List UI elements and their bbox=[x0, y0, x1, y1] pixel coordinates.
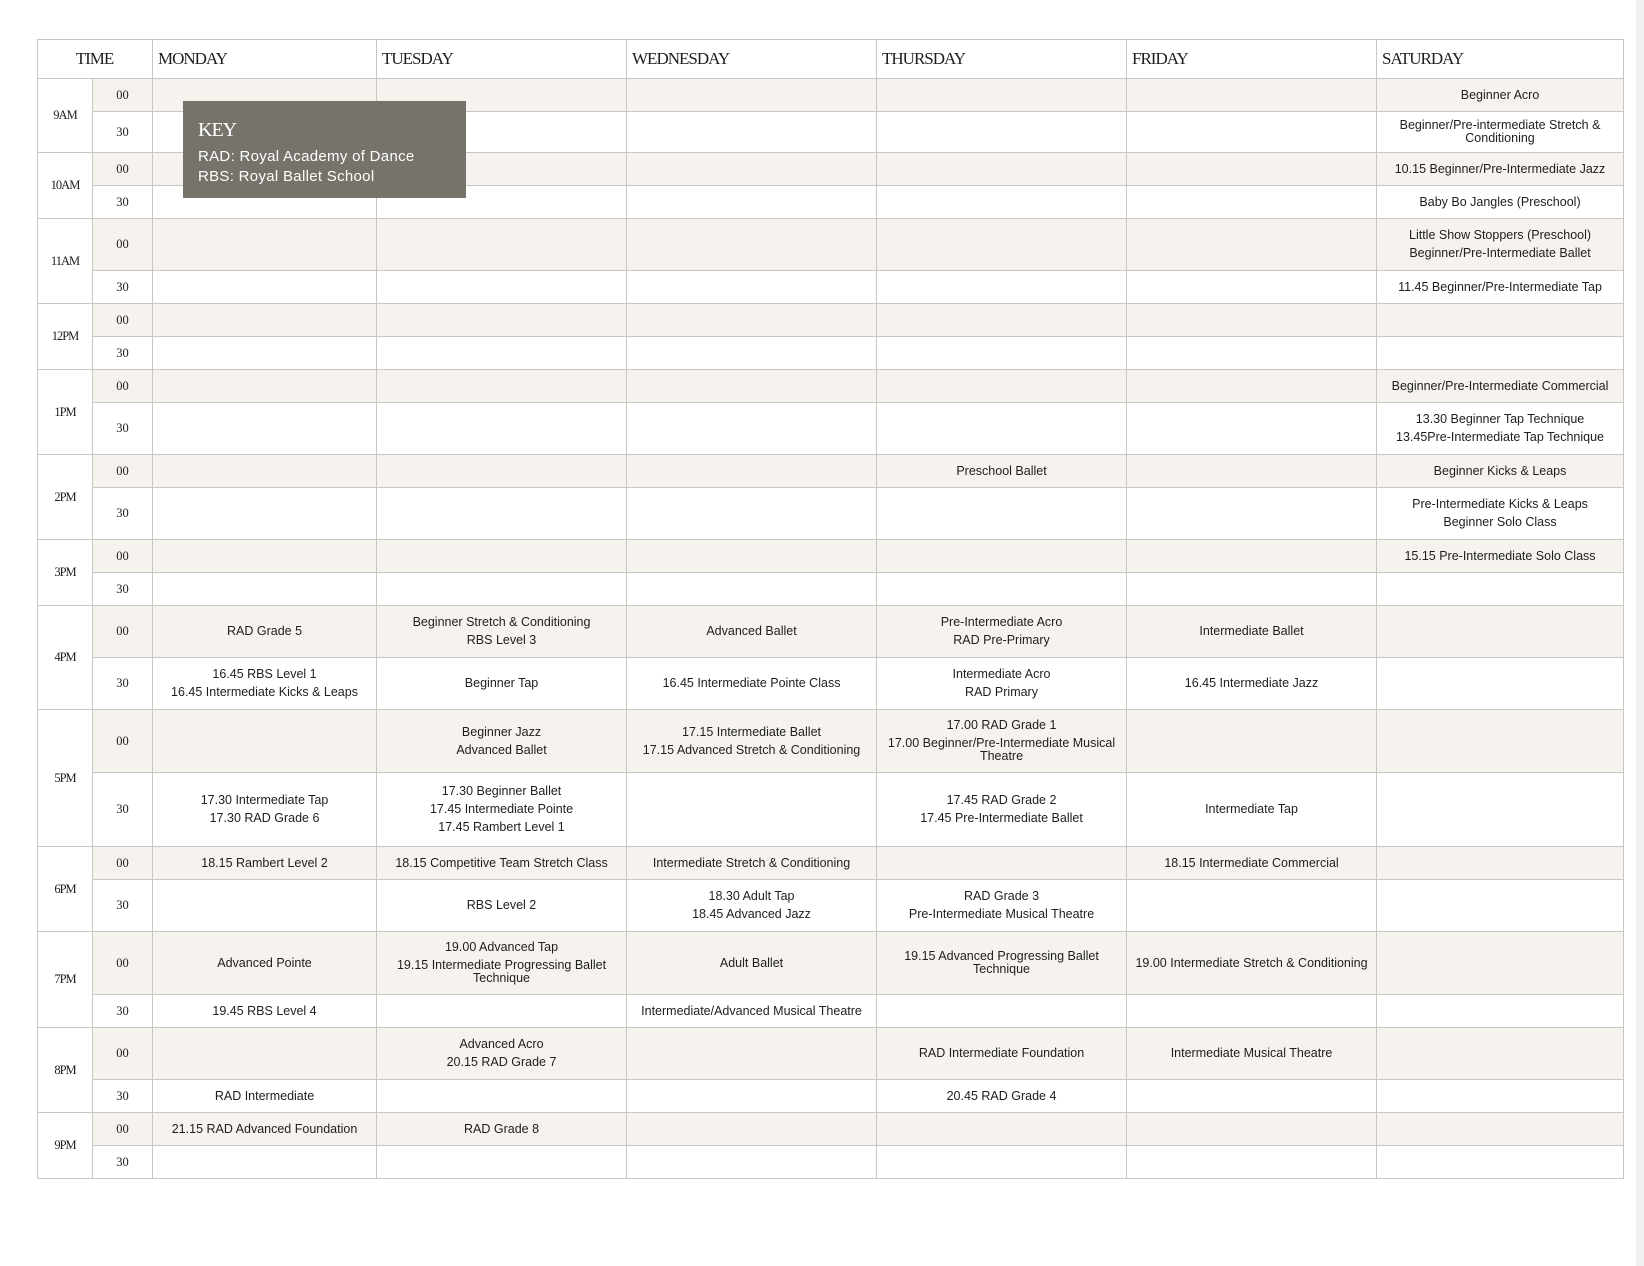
class-entry: Beginner Jazz bbox=[461, 724, 542, 739]
class-cell-wednesday bbox=[627, 186, 877, 219]
class-cell-monday bbox=[153, 1113, 377, 1146]
class-cell-wednesday bbox=[627, 658, 877, 710]
class-entry: 20.15 RAD Grade 7 bbox=[446, 1055, 557, 1069]
class-entry: RAD Grade 5 bbox=[227, 624, 303, 638]
class-entry: 17.45 Pre-Intermediate Ballet bbox=[920, 811, 1083, 825]
class-cell-wednesday bbox=[627, 304, 877, 337]
class-cell-wednesday bbox=[627, 847, 877, 880]
class-cell-thursday bbox=[877, 1028, 1127, 1080]
class-cell-thursday bbox=[877, 219, 1127, 271]
class-cell-wednesday bbox=[627, 337, 877, 370]
class-cell-friday bbox=[1127, 995, 1377, 1028]
class-entry: Advanced Acro bbox=[459, 1037, 544, 1051]
class-cell-tuesday bbox=[377, 403, 627, 455]
class-cell-saturday bbox=[1377, 488, 1624, 540]
class-cell-wednesday bbox=[627, 153, 877, 186]
class-entry: RBS Level 2 bbox=[466, 898, 537, 912]
class-cell-wednesday bbox=[627, 271, 877, 304]
class-cell-wednesday bbox=[627, 932, 877, 995]
class-entry: RAD Intermediate bbox=[214, 1088, 315, 1103]
class-cell-wednesday bbox=[627, 403, 877, 455]
class-entry: Intermediate Ballet bbox=[1199, 624, 1304, 638]
class-cell-saturday bbox=[1377, 540, 1624, 573]
hour-label: 9AM bbox=[38, 79, 93, 153]
time-slot-row bbox=[38, 710, 1624, 773]
class-entry: 17.30 Intermediate Tap bbox=[200, 793, 329, 807]
class-cell-saturday bbox=[1377, 112, 1624, 153]
class-entry: RAD Grade 3 bbox=[964, 889, 1040, 903]
class-cell-friday bbox=[1127, 153, 1377, 186]
class-cell-monday bbox=[153, 847, 377, 880]
class-entry: 15.15 Pre-Intermediate Solo Class bbox=[1404, 548, 1596, 563]
class-cell-saturday bbox=[1377, 880, 1624, 932]
class-entry: Beginner Tap bbox=[464, 676, 539, 690]
class-entry: Intermediate Tap bbox=[1205, 802, 1298, 816]
class-entry: Beginner/Pre-intermediate Stretch & Conditioning bbox=[1399, 118, 1601, 145]
hour-label: 5PM bbox=[38, 710, 93, 847]
class-entry: 19.15 Intermediate Progressing Ballet Technique bbox=[396, 958, 607, 985]
day-header-thursday: THURSDAY bbox=[877, 40, 1127, 79]
class-entry: Preschool Ballet bbox=[956, 463, 1047, 478]
class-cell-friday bbox=[1127, 1113, 1377, 1146]
minute-label: 00 bbox=[93, 219, 153, 271]
class-cell-saturday bbox=[1377, 606, 1624, 658]
class-cell-thursday bbox=[877, 773, 1127, 847]
time-header: TIME bbox=[38, 40, 153, 79]
class-cell-thursday bbox=[877, 186, 1127, 219]
class-cell-thursday bbox=[877, 153, 1127, 186]
class-cell-saturday bbox=[1377, 658, 1624, 710]
class-cell-monday bbox=[153, 540, 377, 573]
time-slot-row bbox=[38, 337, 1624, 370]
day-header-monday: MONDAY bbox=[153, 40, 377, 79]
class-cell-monday bbox=[153, 219, 377, 271]
class-cell-saturday bbox=[1377, 932, 1624, 995]
class-cell-wednesday bbox=[627, 488, 877, 540]
hour-label: 8PM bbox=[38, 1028, 93, 1113]
time-slot-row bbox=[38, 880, 1624, 932]
minute-label: 30 bbox=[93, 112, 153, 153]
class-cell-thursday bbox=[877, 337, 1127, 370]
class-cell-saturday bbox=[1377, 847, 1624, 880]
class-cell-wednesday bbox=[627, 773, 877, 847]
class-entry: RAD Intermediate Foundation bbox=[918, 1046, 1085, 1060]
class-cell-thursday bbox=[877, 79, 1127, 112]
key-item-rad: RAD: Royal Academy of Dance bbox=[198, 148, 415, 165]
class-entry: Beginner Kicks & Leaps bbox=[1433, 463, 1567, 478]
class-cell-monday bbox=[153, 455, 377, 488]
class-cell-friday bbox=[1127, 847, 1377, 880]
class-cell-thursday bbox=[877, 710, 1127, 773]
time-slot-row bbox=[38, 995, 1624, 1028]
class-entry: Beginner/Pre-Intermediate Commercial bbox=[1391, 378, 1609, 393]
minute-label: 30 bbox=[93, 1080, 153, 1113]
class-entry: Little Show Stoppers (Preschool) bbox=[1409, 228, 1592, 242]
class-cell-wednesday bbox=[627, 1113, 877, 1146]
class-entry: Pre-Intermediate Musical Theatre bbox=[908, 907, 1095, 921]
class-cell-tuesday bbox=[377, 995, 627, 1028]
time-slot-row bbox=[38, 573, 1624, 606]
class-cell-thursday bbox=[877, 1080, 1127, 1113]
class-entry: RAD Primary bbox=[965, 685, 1038, 699]
class-cell-tuesday bbox=[377, 932, 627, 995]
class-cell-thursday bbox=[877, 540, 1127, 573]
class-cell-saturday bbox=[1377, 1146, 1624, 1179]
minute-label: 30 bbox=[93, 337, 153, 370]
class-cell-saturday bbox=[1377, 153, 1624, 186]
class-cell-monday bbox=[153, 488, 377, 540]
class-cell-thursday bbox=[877, 606, 1127, 658]
class-cell-monday bbox=[153, 995, 377, 1028]
time-slot-row bbox=[38, 932, 1624, 995]
class-entry: Pre-Intermediate Acro bbox=[940, 615, 1063, 629]
hour-label: 1PM bbox=[38, 370, 93, 455]
class-entry: 19.45 RBS Level 4 bbox=[212, 1003, 317, 1018]
class-cell-saturday bbox=[1377, 1113, 1624, 1146]
class-cell-thursday bbox=[877, 573, 1127, 606]
class-cell-thursday bbox=[877, 271, 1127, 304]
class-entry: 17.45 RAD Grade 2 bbox=[946, 793, 1057, 807]
time-slot-row bbox=[38, 370, 1624, 403]
class-cell-saturday bbox=[1377, 219, 1624, 271]
class-entry: Intermediate Musical Theatre bbox=[1170, 1046, 1333, 1060]
time-slot-row bbox=[38, 847, 1624, 880]
class-entry: Advanced Pointe bbox=[217, 955, 312, 970]
minute-label: 00 bbox=[93, 455, 153, 488]
class-cell-saturday bbox=[1377, 1028, 1624, 1080]
class-cell-friday bbox=[1127, 112, 1377, 153]
class-cell-thursday bbox=[877, 880, 1127, 932]
class-cell-monday bbox=[153, 573, 377, 606]
class-cell-friday bbox=[1127, 1028, 1377, 1080]
class-cell-friday bbox=[1127, 271, 1377, 304]
class-cell-tuesday bbox=[377, 573, 627, 606]
time-slot-row bbox=[38, 455, 1624, 488]
class-cell-saturday bbox=[1377, 370, 1624, 403]
class-entry: 16.45 RBS Level 1 bbox=[212, 667, 317, 681]
class-cell-thursday bbox=[877, 932, 1127, 995]
class-cell-monday bbox=[153, 271, 377, 304]
minute-label: 00 bbox=[93, 540, 153, 573]
minute-label: 00 bbox=[93, 847, 153, 880]
header-row bbox=[38, 40, 1624, 79]
class-cell-saturday bbox=[1377, 710, 1624, 773]
class-cell-wednesday bbox=[627, 710, 877, 773]
class-cell-wednesday bbox=[627, 112, 877, 153]
class-cell-tuesday bbox=[377, 606, 627, 658]
class-cell-tuesday bbox=[377, 304, 627, 337]
key-title: KEY bbox=[198, 119, 237, 141]
class-entry: 18.45 Advanced Jazz bbox=[692, 907, 811, 921]
class-cell-wednesday bbox=[627, 880, 877, 932]
class-cell-friday bbox=[1127, 79, 1377, 112]
time-slot-row bbox=[38, 1146, 1624, 1179]
class-entry: 13.30 Beginner Tap Technique bbox=[1415, 412, 1585, 426]
class-cell-thursday bbox=[877, 658, 1127, 710]
class-entry: 17.00 RAD Grade 1 bbox=[946, 718, 1057, 732]
hour-label: 11AM bbox=[38, 219, 93, 304]
class-cell-friday bbox=[1127, 455, 1377, 488]
class-entry: 19.00 Advanced Tap bbox=[444, 940, 559, 954]
day-header-wednesday: WEDNESDAY bbox=[627, 40, 877, 79]
time-slot-row bbox=[38, 1028, 1624, 1080]
class-cell-monday bbox=[153, 710, 377, 773]
class-entry: 18.30 Adult Tap bbox=[708, 889, 795, 903]
class-cell-friday bbox=[1127, 1146, 1377, 1179]
class-cell-saturday bbox=[1377, 271, 1624, 304]
class-cell-monday bbox=[153, 773, 377, 847]
class-entry: 17.15 Intermediate Ballet bbox=[682, 724, 821, 739]
class-entry: 21.15 RAD Advanced Foundation bbox=[171, 1121, 358, 1136]
time-slot-row bbox=[38, 304, 1624, 337]
hour-label: 3PM bbox=[38, 540, 93, 606]
class-cell-saturday bbox=[1377, 455, 1624, 488]
class-entry: Intermediate/Advanced Musical Theatre bbox=[641, 1003, 862, 1018]
class-cell-monday bbox=[153, 932, 377, 995]
class-cell-thursday bbox=[877, 995, 1127, 1028]
class-cell-tuesday bbox=[377, 370, 627, 403]
class-cell-thursday bbox=[877, 455, 1127, 488]
class-cell-tuesday bbox=[377, 219, 627, 271]
minute-label: 30 bbox=[93, 1146, 153, 1179]
time-slot-row bbox=[38, 540, 1624, 573]
class-cell-wednesday bbox=[627, 995, 877, 1028]
class-cell-wednesday bbox=[627, 79, 877, 112]
class-entry: Advanced Ballet bbox=[706, 624, 797, 638]
class-cell-monday bbox=[153, 370, 377, 403]
minute-label: 00 bbox=[93, 370, 153, 403]
class-cell-monday bbox=[153, 403, 377, 455]
class-cell-thursday bbox=[877, 1146, 1127, 1179]
hour-label: 12PM bbox=[38, 304, 93, 370]
time-slot-row bbox=[38, 606, 1624, 658]
class-entry: 11.45 Beginner/Pre-Intermediate Tap bbox=[1398, 279, 1602, 294]
minute-label: 00 bbox=[93, 79, 153, 112]
class-cell-monday bbox=[153, 1080, 377, 1113]
minute-label: 00 bbox=[93, 606, 153, 658]
minute-label: 00 bbox=[93, 304, 153, 337]
class-cell-friday bbox=[1127, 1080, 1377, 1113]
class-entry: 18.15 Rambert Level 2 bbox=[201, 855, 328, 870]
class-cell-friday bbox=[1127, 540, 1377, 573]
class-entry: 17.30 RAD Grade 6 bbox=[209, 811, 320, 825]
class-cell-thursday bbox=[877, 370, 1127, 403]
class-cell-friday bbox=[1127, 186, 1377, 219]
class-entry: 16.45 Intermediate Kicks & Leaps bbox=[171, 685, 358, 699]
class-cell-saturday bbox=[1377, 1080, 1624, 1113]
hour-label: 6PM bbox=[38, 847, 93, 932]
class-cell-saturday bbox=[1377, 995, 1624, 1028]
class-cell-wednesday bbox=[627, 219, 877, 271]
class-entry: 20.45 RAD Grade 4 bbox=[946, 1088, 1057, 1103]
class-cell-saturday bbox=[1377, 79, 1624, 112]
class-cell-monday bbox=[153, 606, 377, 658]
class-cell-tuesday bbox=[377, 880, 627, 932]
class-cell-friday bbox=[1127, 304, 1377, 337]
time-slot-row bbox=[38, 1113, 1624, 1146]
class-entry: Advanced Ballet bbox=[456, 742, 547, 757]
class-entry: 17.45 Intermediate Pointe bbox=[429, 802, 574, 816]
minute-label: 00 bbox=[93, 1028, 153, 1080]
class-entry: 17.00 Beginner/Pre-Intermediate Musical Theatre bbox=[887, 736, 1116, 763]
class-cell-friday bbox=[1127, 880, 1377, 932]
class-timetable bbox=[37, 39, 1624, 1179]
class-cell-thursday bbox=[877, 1113, 1127, 1146]
class-cell-thursday bbox=[877, 488, 1127, 540]
class-entry: RAD Pre-Primary bbox=[953, 633, 1050, 647]
class-cell-saturday bbox=[1377, 403, 1624, 455]
class-cell-thursday bbox=[877, 403, 1127, 455]
minute-label: 30 bbox=[93, 995, 153, 1028]
class-entry: Intermediate Acro bbox=[952, 667, 1051, 681]
class-cell-thursday bbox=[877, 304, 1127, 337]
class-cell-friday bbox=[1127, 658, 1377, 710]
class-entry: Beginner Acro bbox=[1460, 87, 1540, 102]
class-cell-wednesday bbox=[627, 540, 877, 573]
minute-label: 30 bbox=[93, 573, 153, 606]
class-entry: 19.15 Advanced Progressing Ballet Technique bbox=[904, 949, 1099, 976]
class-cell-friday bbox=[1127, 932, 1377, 995]
class-entry: Beginner/Pre-Intermediate Ballet bbox=[1409, 246, 1591, 260]
class-cell-wednesday bbox=[627, 1080, 877, 1113]
class-entry: 13.45Pre-Intermediate Tap Technique bbox=[1396, 430, 1605, 444]
key-legend bbox=[183, 101, 466, 198]
class-entry: Beginner Solo Class bbox=[1443, 515, 1557, 529]
class-entry: 18.15 Intermediate Commercial bbox=[1164, 855, 1339, 870]
minute-label: 30 bbox=[93, 488, 153, 540]
time-slot-row bbox=[38, 1080, 1624, 1113]
class-cell-monday bbox=[153, 658, 377, 710]
minute-label: 00 bbox=[93, 710, 153, 773]
class-cell-tuesday bbox=[377, 337, 627, 370]
class-cell-thursday bbox=[877, 112, 1127, 153]
class-entry: 17.45 Rambert Level 1 bbox=[438, 820, 565, 834]
class-cell-saturday bbox=[1377, 337, 1624, 370]
class-entry: 16.45 Intermediate Jazz bbox=[1184, 676, 1319, 690]
class-cell-monday bbox=[153, 1028, 377, 1080]
hour-label: 7PM bbox=[38, 932, 93, 1028]
minute-label: 30 bbox=[93, 186, 153, 219]
time-slot-row bbox=[38, 219, 1624, 271]
hour-label: 9PM bbox=[38, 1113, 93, 1179]
class-cell-wednesday bbox=[627, 455, 877, 488]
minute-label: 00 bbox=[93, 153, 153, 186]
class-cell-tuesday bbox=[377, 455, 627, 488]
class-cell-friday bbox=[1127, 488, 1377, 540]
day-header-tuesday: TUESDAY bbox=[377, 40, 627, 79]
class-entry: RAD Grade 8 bbox=[464, 1121, 540, 1136]
time-slot-row bbox=[38, 488, 1624, 540]
class-cell-wednesday bbox=[627, 1028, 877, 1080]
class-entry: 17.30 Beginner Ballet bbox=[441, 784, 562, 798]
class-cell-thursday bbox=[877, 847, 1127, 880]
class-cell-saturday bbox=[1377, 304, 1624, 337]
minute-label: 30 bbox=[93, 773, 153, 847]
time-slot-row bbox=[38, 773, 1624, 847]
class-entry: 19.00 Intermediate Stretch & Conditioning bbox=[1135, 955, 1368, 970]
class-entry: Pre-Intermediate Kicks & Leaps bbox=[1412, 497, 1588, 511]
time-slot-row bbox=[38, 403, 1624, 455]
class-entry: Baby Bo Jangles (Preschool) bbox=[1419, 194, 1581, 209]
class-cell-monday bbox=[153, 1146, 377, 1179]
class-cell-tuesday bbox=[377, 271, 627, 304]
hour-label: 4PM bbox=[38, 606, 93, 710]
class-cell-monday bbox=[153, 880, 377, 932]
class-cell-tuesday bbox=[377, 1113, 627, 1146]
minute-label: 30 bbox=[93, 880, 153, 932]
class-cell-tuesday bbox=[377, 1028, 627, 1080]
class-cell-friday bbox=[1127, 573, 1377, 606]
class-cell-saturday bbox=[1377, 773, 1624, 847]
class-cell-friday bbox=[1127, 606, 1377, 658]
class-cell-tuesday bbox=[377, 1146, 627, 1179]
class-cell-friday bbox=[1127, 773, 1377, 847]
class-cell-tuesday bbox=[377, 540, 627, 573]
class-cell-wednesday bbox=[627, 606, 877, 658]
class-cell-friday bbox=[1127, 403, 1377, 455]
class-entry: Beginner Stretch & Conditioning bbox=[412, 615, 591, 629]
day-header-saturday: SATURDAY bbox=[1377, 40, 1624, 79]
class-entry: 10.15 Beginner/Pre-Intermediate Jazz bbox=[1394, 161, 1606, 176]
class-cell-saturday bbox=[1377, 186, 1624, 219]
class-cell-monday bbox=[153, 304, 377, 337]
class-entry: Intermediate Stretch & Conditioning bbox=[652, 855, 851, 870]
class-cell-friday bbox=[1127, 710, 1377, 773]
class-cell-tuesday bbox=[377, 773, 627, 847]
class-cell-friday bbox=[1127, 337, 1377, 370]
class-cell-wednesday bbox=[627, 1146, 877, 1179]
day-header-friday: FRIDAY bbox=[1127, 40, 1377, 79]
class-cell-tuesday bbox=[377, 1080, 627, 1113]
class-cell-friday bbox=[1127, 370, 1377, 403]
class-cell-tuesday bbox=[377, 710, 627, 773]
time-slot-row bbox=[38, 271, 1624, 304]
time-slot-row bbox=[38, 658, 1624, 710]
key-item-rbs: RBS: Royal Ballet School bbox=[198, 168, 375, 185]
minute-label: 00 bbox=[93, 1113, 153, 1146]
class-cell-wednesday bbox=[627, 573, 877, 606]
class-cell-wednesday bbox=[627, 370, 877, 403]
hour-label: 2PM bbox=[38, 455, 93, 540]
class-entry: Adult Ballet bbox=[719, 955, 784, 970]
class-cell-tuesday bbox=[377, 658, 627, 710]
minute-label: 30 bbox=[93, 658, 153, 710]
class-entry: RBS Level 3 bbox=[466, 633, 537, 647]
class-entry: 18.15 Competitive Team Stretch Class bbox=[395, 855, 608, 870]
class-cell-monday bbox=[153, 337, 377, 370]
class-cell-tuesday bbox=[377, 847, 627, 880]
minute-label: 30 bbox=[93, 271, 153, 304]
class-cell-friday bbox=[1127, 219, 1377, 271]
minute-label: 00 bbox=[93, 932, 153, 995]
class-entry: 16.45 Intermediate Pointe Class bbox=[662, 676, 841, 690]
class-cell-saturday bbox=[1377, 573, 1624, 606]
class-entry: 17.15 Advanced Stretch & Conditioning bbox=[642, 742, 861, 757]
minute-label: 30 bbox=[93, 403, 153, 455]
hour-label: 10AM bbox=[38, 153, 93, 219]
class-cell-tuesday bbox=[377, 488, 627, 540]
